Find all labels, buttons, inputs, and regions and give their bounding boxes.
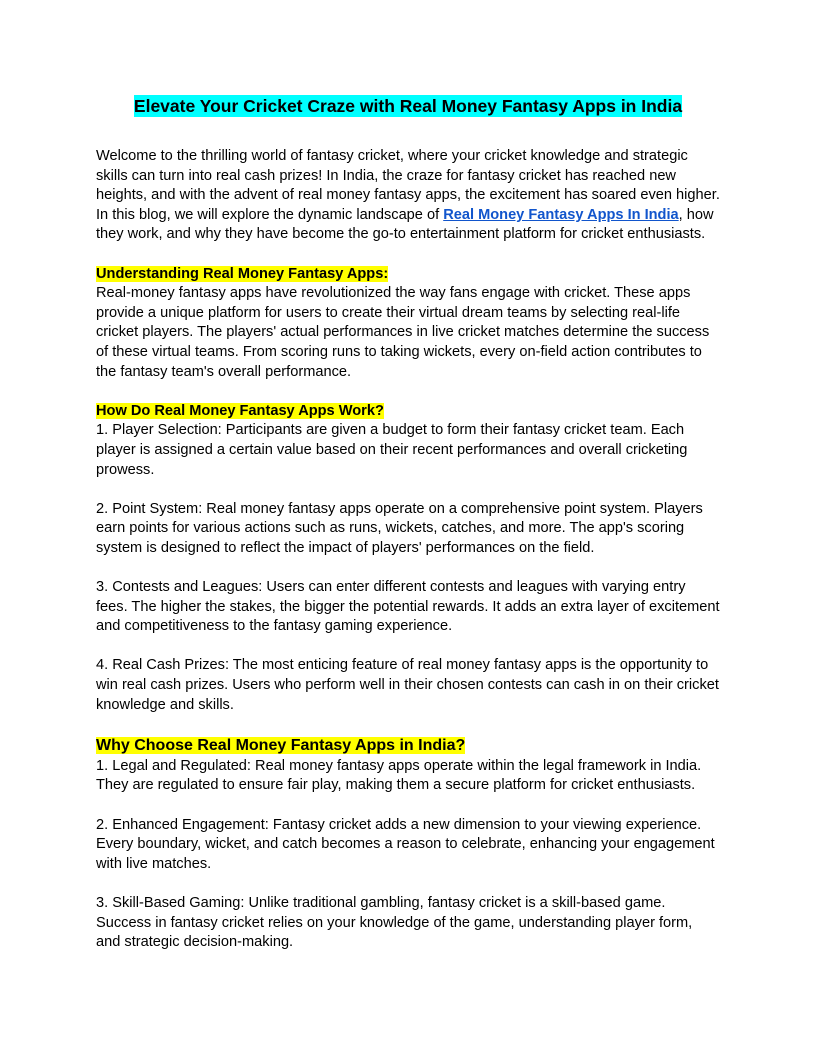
spacer — [96, 382, 720, 402]
spacer — [96, 480, 720, 500]
document-page — [96, 94, 720, 953]
section2-item: 3. Contests and Leagues: Users can enter different contests and leagues with varying entry fees. The higher the stakes, the bigger the potential rewards. It adds an extra layer of excitement and competitiveness to the fantasy gaming experience. — [96, 579, 720, 635]
intro-text-after: , how they work, and why they have become the go-to entertainment platform for cricket enthusiasts. — [96, 206, 714, 243]
spacer — [96, 715, 720, 735]
spacer — [96, 245, 720, 265]
spacer — [96, 558, 720, 578]
spacer — [96, 874, 720, 894]
section3-item: 2. Enhanced Engagement: Fantasy cricket adds a new dimension to your viewing experience. Every boundary, wicket, and catch becomes a reason to celebrate, enhancing your engagement with live matches. — [96, 816, 715, 872]
section3-item: 3. Skill-Based Gaming: Unlike traditional gambling, fantasy cricket is a skill-based game. Success in fantasy cricket relies on your knowledge of the game, understanding player form, and strategic decision-making. — [96, 894, 693, 951]
intro-text-before: Welcome to the thrilling world of fantasy cricket, where your cricket knowledge and strategic skills can turn into real cash prizes! In India, the craze for fantasy cricket has reached new heights, and with the advent of real money fantasy apps, the excitement has soared even higher. In this blog, we will explore the dynamic landscape of — [96, 148, 720, 223]
section3-heading-text: Why Choose Real Money Fantasy Apps in India? — [96, 736, 466, 754]
page-title: Elevate Your Cricket Craze with Real Money Fantasy Apps in India — [133, 96, 683, 116]
section2-heading-text: How Do Real Money Fantasy Apps Work? — [96, 402, 384, 419]
section1-heading — [96, 265, 720, 285]
intro-paragraph — [96, 147, 720, 245]
section3-item: 1. Legal and Regulated: Real money fantasy apps operate within the legal framework in India. They are regulated to ensure fair play, making them a secure platform for cricket enthusiasts. — [96, 757, 702, 794]
section2-heading — [96, 402, 720, 422]
real-money-fantasy-apps-link[interactable]: Real Money Fantasy Apps In India — [443, 206, 679, 223]
title-block — [96, 94, 720, 120]
section2-item: 1. Player Selection: Participants are given a budget to form their fantasy cricket team. Each player is assigned a certain value based on their recent performances and overall cricketing prowess. — [96, 422, 688, 478]
section1-body: Real-money fantasy apps have revolutionized the way fans engage with cricket. These apps provide a unique platform for users to create their virtual dream teams by selecting real-life cricket players. The players' actual performances in live cricket matches determine the success of these virtual teams. From scoring runs to taking wickets, every on-field action contributes to the fantasy team's overall performance. — [96, 285, 710, 380]
section2-item: 4. Real Cash Prizes: The most enticing feature of real money fantasy apps is the opportunity to win real cash prizes. Users who perform well in their chosen contests can cash in on their cricket knowledge and skills. — [96, 657, 719, 713]
spacer — [96, 796, 720, 816]
spacer — [96, 637, 720, 657]
section1-heading-text: Understanding Real Money Fantasy Apps: — [96, 265, 389, 282]
section3-heading — [96, 735, 720, 757]
section2-item: 2. Point System: Real money fantasy apps operate on a comprehensive point system. Players earn points for various actions such as runs, wickets, catches, and more. The app's scoring system is designed to reflect the impact of players' performances on the field. — [96, 500, 703, 556]
